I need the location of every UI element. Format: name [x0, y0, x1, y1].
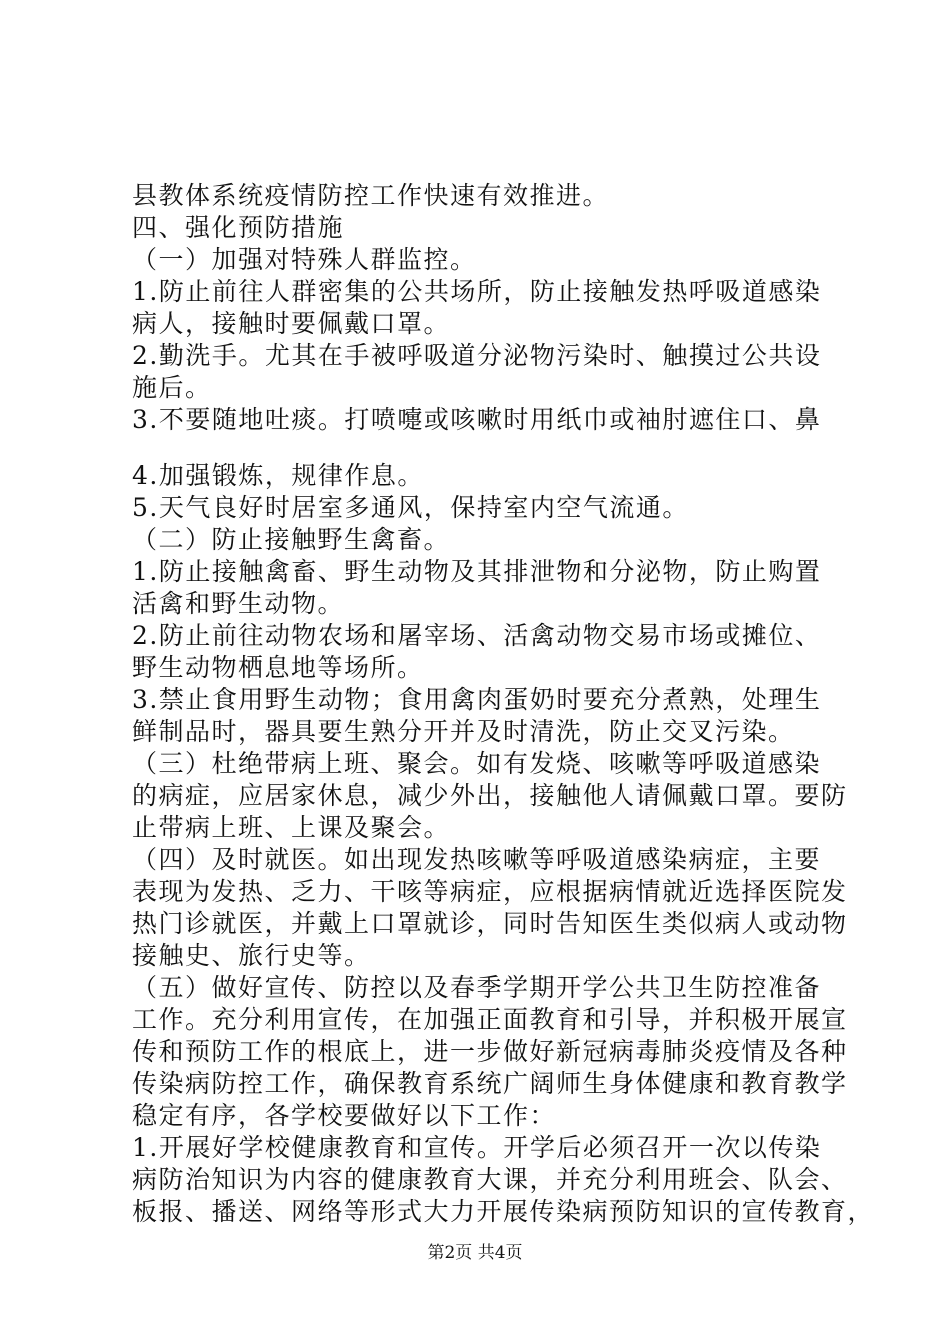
body-line: 传染病防控工作，确保教育系统广阔师生身体健康和教育教学	[132, 1069, 848, 1098]
body-line: 工作。充分利用宣传，在加强正面教育和引导，并积极开展宣	[132, 1005, 848, 1034]
body-line: 稳定有序，各学校要做好以下工作：	[132, 1101, 557, 1130]
body-line: 接触史、旅行史等。	[132, 941, 371, 970]
body-line: 3.禁止食用野生动物；食用禽肉蛋奶时要充分煮熟，处理生	[132, 685, 822, 714]
body-line: 县教体系统疫情防控工作快速有效推进。	[132, 181, 610, 210]
body-line: 板报、播送、网络等形式大力开展传染病预防知识的宣传教育，	[132, 1197, 875, 1226]
body-line: 止带病上班、上课及聚会。	[132, 813, 451, 842]
body-line: 野生动物栖息地等场所。	[132, 653, 424, 682]
section-heading: 四、强化预防措施	[132, 213, 345, 242]
body-line: 1.防止接触禽畜、野生动物及其排泄物和分泌物，防止购置	[132, 557, 822, 586]
body-line: （五）做好宣传、防控以及春季学期开学公共卫生防控准备	[132, 973, 822, 1002]
body-line: 施后。	[132, 373, 212, 402]
body-line: 活禽和野生动物。	[132, 589, 345, 618]
body-line: 鲜制品时，器具要生熟分开并及时清洗，防止交叉污染。	[132, 717, 795, 746]
page-number-footer: 第2页 共4页	[427, 1243, 523, 1263]
body-line: 3.不要随地吐痰。打喷嚏或咳嗽时用纸巾或袖肘遮住口、鼻	[132, 405, 822, 434]
body-line: （四）及时就医。如出现发热咳嗽等呼吸道感染病症，主要	[132, 845, 822, 874]
body-line: 热门诊就医，并戴上口罩就诊，同时告知医生类似病人或动物	[132, 909, 848, 938]
body-line: 表现为发热、乏力、干咳等病症，应根据病情就近选择医院发	[132, 877, 848, 906]
body-line: 的病症，应居家休息，减少外出，接触他人请佩戴口罩。要防	[132, 781, 848, 810]
body-line: 5.天气良好时居室多通风，保持室内空气流通。	[132, 493, 689, 522]
body-line: 传和预防工作的根底上，进一步做好新冠病毒肺炎疫情及各种	[132, 1037, 848, 1066]
body-line: 1.开展好学校健康教育和宣传。开学后必须召开一次以传染	[132, 1133, 822, 1162]
body-line: 病防治知识为内容的健康教育大课，并充分利用班会、队会、	[132, 1165, 848, 1194]
body-line: 病人，接触时要佩戴口罩。	[132, 309, 451, 338]
body-line: 4.加强锻炼，规律作息。	[132, 461, 424, 490]
subsection-heading: （一）加强对特殊人群监控。	[132, 245, 477, 274]
body-line: （三）杜绝带病上班、聚会。如有发烧、咳嗽等呼吸道感染	[132, 749, 822, 778]
body-line: 2.勤洗手。尤其在手被呼吸道分泌物污染时、触摸过公共设	[132, 341, 822, 370]
subsection-heading: （二）防止接触野生禽畜。	[132, 525, 451, 554]
body-line: 2.防止前往动物农场和屠宰场、活禽动物交易市场或摊位、	[132, 621, 822, 650]
body-line: 1.防止前往人群密集的公共场所，防止接触发热呼吸道感染	[132, 277, 822, 306]
